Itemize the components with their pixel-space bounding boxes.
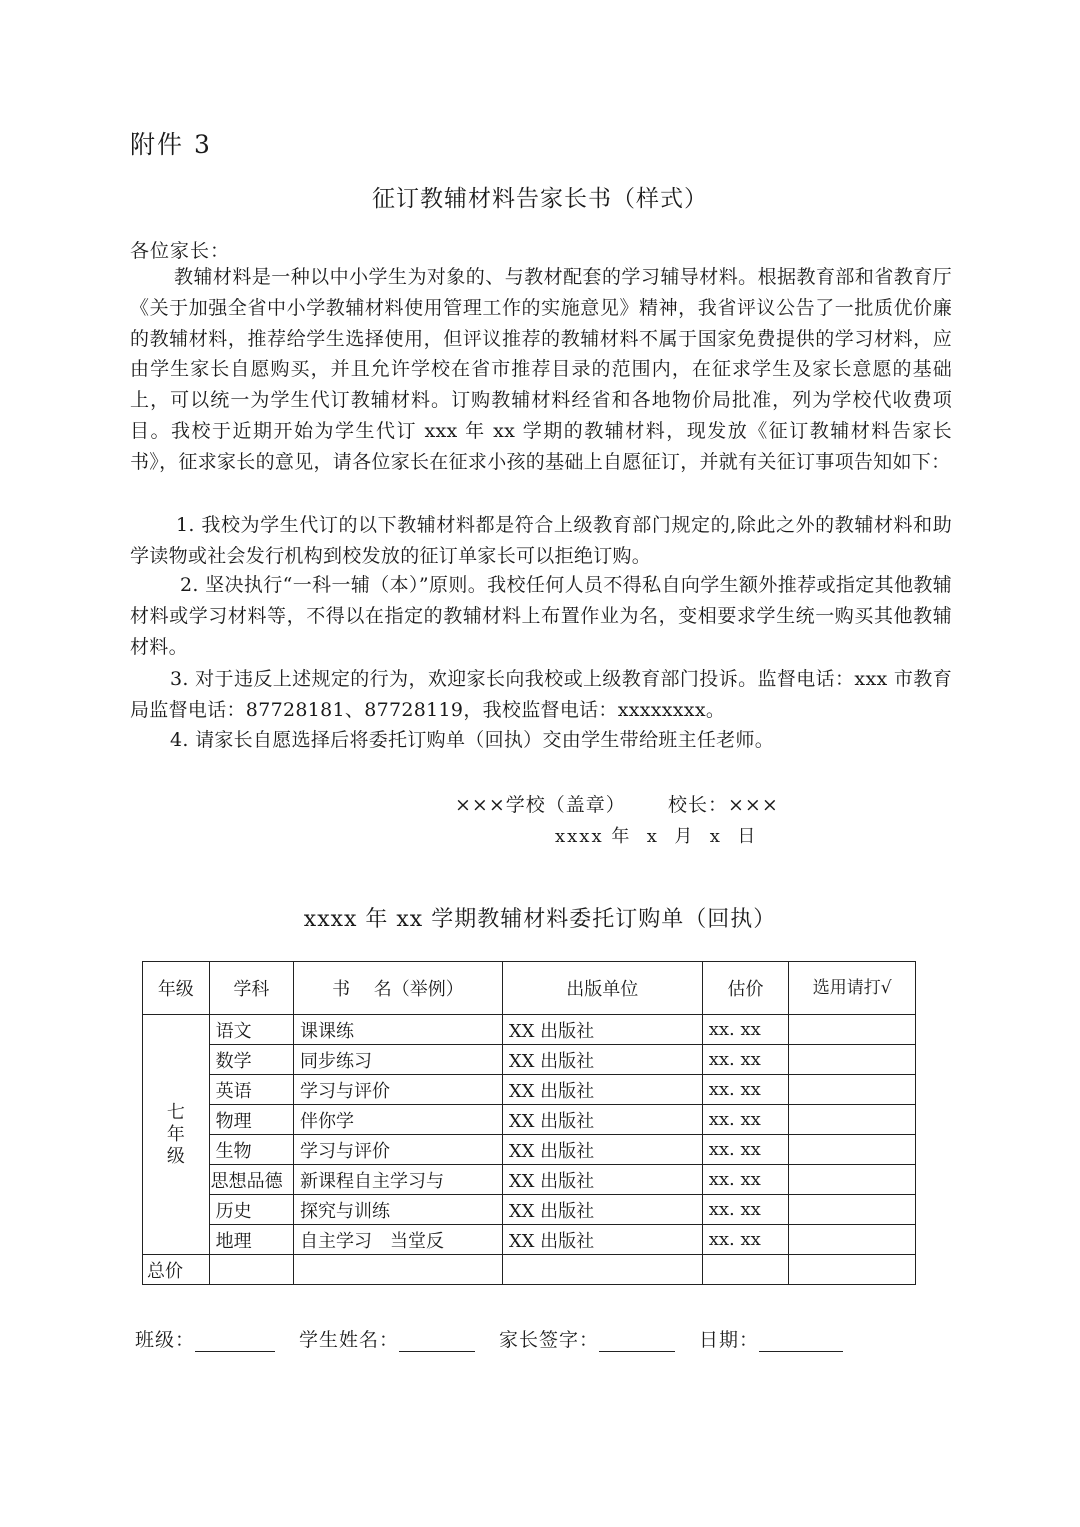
publisher-cell: XX 出版社 (502, 1075, 702, 1105)
table-row (143, 1105, 916, 1135)
price-cell: xx. xx (702, 1045, 789, 1075)
total-row (143, 1255, 916, 1285)
table-row (143, 1045, 916, 1075)
subject-cell: 语文 (209, 1015, 293, 1045)
signature-date: xxxx 年 x 月 x 日 (555, 826, 758, 847)
publisher-cell: XX 出版社 (502, 1135, 702, 1165)
order-table (142, 961, 916, 1285)
subject-cell: 数学 (209, 1045, 293, 1075)
total-check-cell[interactable] (789, 1255, 916, 1285)
student-name-label: 学生姓名： (299, 1329, 400, 1351)
table-row (143, 1195, 916, 1225)
parent-signature-label: 家长签字： (499, 1329, 600, 1351)
total-label: 总价 (143, 1255, 210, 1285)
form-footer (135, 1325, 843, 1352)
grade-cell: 七年级 (143, 1015, 210, 1255)
book-cell: 新课程自主学习与 (294, 1165, 503, 1195)
publisher-cell: XX 出版社 (502, 1015, 702, 1045)
date-field[interactable] (759, 1333, 843, 1352)
table-row (143, 1075, 916, 1105)
header-subject: 学科 (209, 962, 293, 1015)
book-cell: 学习与评价 (294, 1075, 503, 1105)
book-cell: 课课练 (294, 1015, 503, 1045)
total-empty (209, 1255, 293, 1285)
table-row (143, 1015, 916, 1045)
total-empty (502, 1255, 702, 1285)
total-empty (294, 1255, 503, 1285)
price-cell: xx. xx (702, 1195, 789, 1225)
header-grade: 年级 (143, 962, 210, 1015)
subject-cell: 思想品德 (209, 1165, 293, 1195)
book-cell: 自主学习 当堂反 (294, 1225, 503, 1255)
document-title: 征订教辅材料告家长书（样式） (372, 186, 708, 212)
publisher-cell: XX 出版社 (502, 1195, 702, 1225)
class-field[interactable] (195, 1333, 275, 1352)
book-cell: 学习与评价 (294, 1135, 503, 1165)
intro-paragraph: 教辅材料是一种以中小学生为对象的、与教材配套的学习辅导材料。根据教育部和省教育厅《关于加强全省中小学教辅材料使用管理工作的实施意见》精神，我省评议公告了一批质优价廉的教辅材料，推荐给学生选择使用，但评议推荐的教辅材料不属于国家免费提供的学习材料，应由学生家长自愿购买，并且允许学校在省市推荐目录的范围内，在征求学生及家长意愿的基础上，可以统一为学生代订教辅材料。订购教辅材料经省和各地物价局批准，列为学校代收费项目。我校于近期开始为学生代订 xxx 年 xx 学期的教辅材料，现发放《征订教辅材料告家长书》，征求家长的意见，请各位家长在征求小孩的基础上自愿征订，并就有关征订事项告知如下： (130, 266, 952, 473)
check-cell[interactable] (789, 1165, 916, 1195)
price-cell: xx. xx (702, 1165, 789, 1195)
attachment-label: 附件 3 (130, 130, 212, 159)
price-cell: xx. xx (702, 1135, 789, 1165)
publisher-cell: XX 出版社 (502, 1165, 702, 1195)
check-cell[interactable] (789, 1105, 916, 1135)
publisher-cell: XX 出版社 (502, 1045, 702, 1075)
table-row (143, 1135, 916, 1165)
price-cell: xx. xx (702, 1015, 789, 1045)
publisher-cell: XX 出版社 (502, 1225, 702, 1255)
header-check: 选用请打√ (789, 962, 916, 1015)
rule-item-2: 2. 坚决执行“一科一辅（本）”原则。我校任何人员不得私自向学生额外推荐或指定其他教辅材料或学习材料等，不得以在指定的教辅材料上布置作业为名，变相要求学生统一购买其他教辅材料。 (130, 574, 952, 658)
parent-signature-field[interactable] (599, 1333, 675, 1352)
rule-item-3: 3. 对于违反上述规定的行为，欢迎家长向我校或上级教育部门投诉。监督电话：xxx 市教育局监督电话：87728181、87728119，我校监督电话：xxxxxxxx。 (130, 668, 952, 721)
class-label: 班级： (135, 1329, 196, 1351)
book-cell: 伴你学 (294, 1105, 503, 1135)
rule-item-1: 1. 我校为学生代订的以下教辅材料都是符合上级教育部门规定的,除此之外的教辅材料和助学读物或社会发行机构到校发放的征订单家长可以拒绝订购。 (130, 514, 952, 567)
subject-cell: 生物 (209, 1135, 293, 1165)
check-cell[interactable] (789, 1015, 916, 1045)
book-cell: 探究与训练 (294, 1195, 503, 1225)
header-book: 书 名（举例） (294, 962, 503, 1015)
header-price: 估价 (702, 962, 789, 1015)
check-cell[interactable] (789, 1195, 916, 1225)
table-row (143, 1225, 916, 1255)
order-form-title: xxxx 年 xx 学期教辅材料委托订购单（回执） (303, 907, 777, 932)
price-cell: xx. xx (702, 1075, 789, 1105)
book-cell: 同步练习 (294, 1045, 503, 1075)
publisher-cell: XX 出版社 (502, 1105, 702, 1135)
subject-cell: 英语 (209, 1075, 293, 1105)
price-cell: xx. xx (702, 1105, 789, 1135)
header-publisher: 出版单位 (502, 962, 702, 1015)
student-name-field[interactable] (399, 1333, 475, 1352)
table-header-row (143, 962, 916, 1015)
school-signature: ×××学校（盖章） 校长：××× (455, 794, 779, 816)
table-row (143, 1165, 916, 1195)
subject-cell: 地理 (209, 1225, 293, 1255)
subject-cell: 历史 (209, 1195, 293, 1225)
total-price-cell[interactable] (702, 1255, 789, 1285)
check-cell[interactable] (789, 1135, 916, 1165)
check-cell[interactable] (789, 1075, 916, 1105)
subject-cell: 物理 (209, 1105, 293, 1135)
check-cell[interactable] (789, 1225, 916, 1255)
greeting: 各位家长： (130, 240, 231, 262)
check-cell[interactable] (789, 1045, 916, 1075)
date-label: 日期： (699, 1329, 760, 1351)
price-cell: xx. xx (702, 1225, 789, 1255)
rule-item-4: 4. 请家长自愿选择后将委托订购单（回执）交由学生带给班主任老师。 (170, 729, 775, 751)
